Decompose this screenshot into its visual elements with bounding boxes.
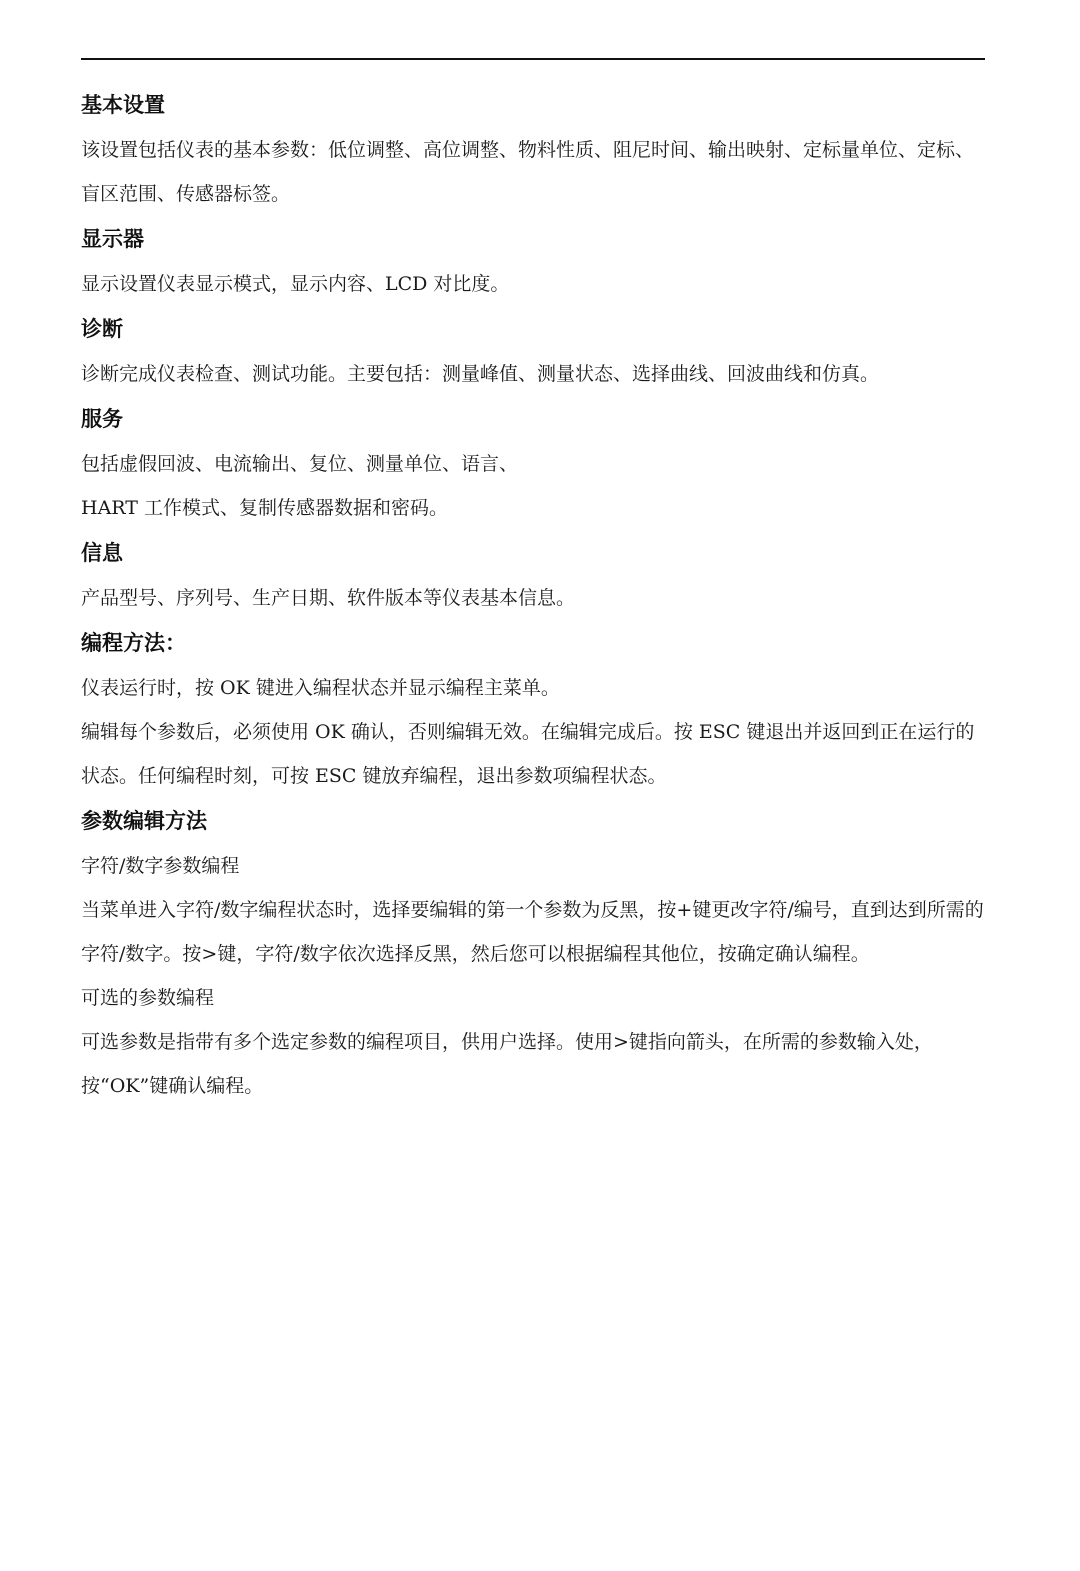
section-heading-service: 服务 <box>81 407 123 431</box>
section-heading-display: 显示器 <box>81 227 144 251</box>
section-paragraph: 显示设置仪表显示模式，显示内容、LCD 对比度。 <box>81 273 510 295</box>
subsection-title: 可选的参数编程 <box>81 987 215 1009</box>
section-heading-basic-settings: 基本设置 <box>81 93 165 117</box>
section-paragraph: HART 工作模式、复制传感器数据和密码。 <box>81 497 448 519</box>
section-paragraph: 产品型号、序列号、生产日期、软件版本等仪表基本信息。 <box>81 587 576 609</box>
header-rule <box>81 58 985 60</box>
section-heading-diagnostics: 诊断 <box>81 317 123 341</box>
document-body <box>81 82 991 1108</box>
section-paragraph: 包括虚假回波、电流输出、复位、测量单位、语言、 <box>81 453 519 475</box>
section-heading-programming-method: 编程方法： <box>81 631 186 655</box>
section-paragraph: 当菜单进入字符/数字编程状态时，选择要编辑的第一个参数为反黑，按+键更改字符/编号，直到达到所需的字符/数字。按>键，字符/数字依次选择反黑，然后您可以根据编程其他位，按确定确认编程。 <box>81 899 984 965</box>
section-paragraph: 编辑每个参数后，必须使用 OK 确认，否则编辑无效。在编辑完成后。按 ESC 键退出并返回到正在运行的状态。任何编程时刻，可按 ESC 键放弃编程，退出参数项编程状态。 <box>81 721 975 787</box>
section-paragraph: 可选参数是指带有多个选定参数的编程项目，供用户选择。使用>键指向箭头，在所需的参数输入处，按“OK”键确认编程。 <box>81 1031 933 1097</box>
section-paragraph: 该设置包括仪表的基本参数：低位调整、高位调整、物料性质、阻尼时间、输出映射、定标量单位、定标、盲区范围、传感器标签。 <box>81 139 975 205</box>
subsection-title: 字符/数字参数编程 <box>81 855 240 877</box>
section-paragraph: 仪表运行时，按 OK 键进入编程状态并显示编程主菜单。 <box>81 677 560 699</box>
section-paragraph: 诊断完成仪表检查、测试功能。主要包括：测量峰值、测量状态、选择曲线、回波曲线和仿真。 <box>81 363 880 385</box>
section-heading-parameter-editing: 参数编辑方法 <box>81 809 207 833</box>
section-heading-info: 信息 <box>81 541 123 565</box>
